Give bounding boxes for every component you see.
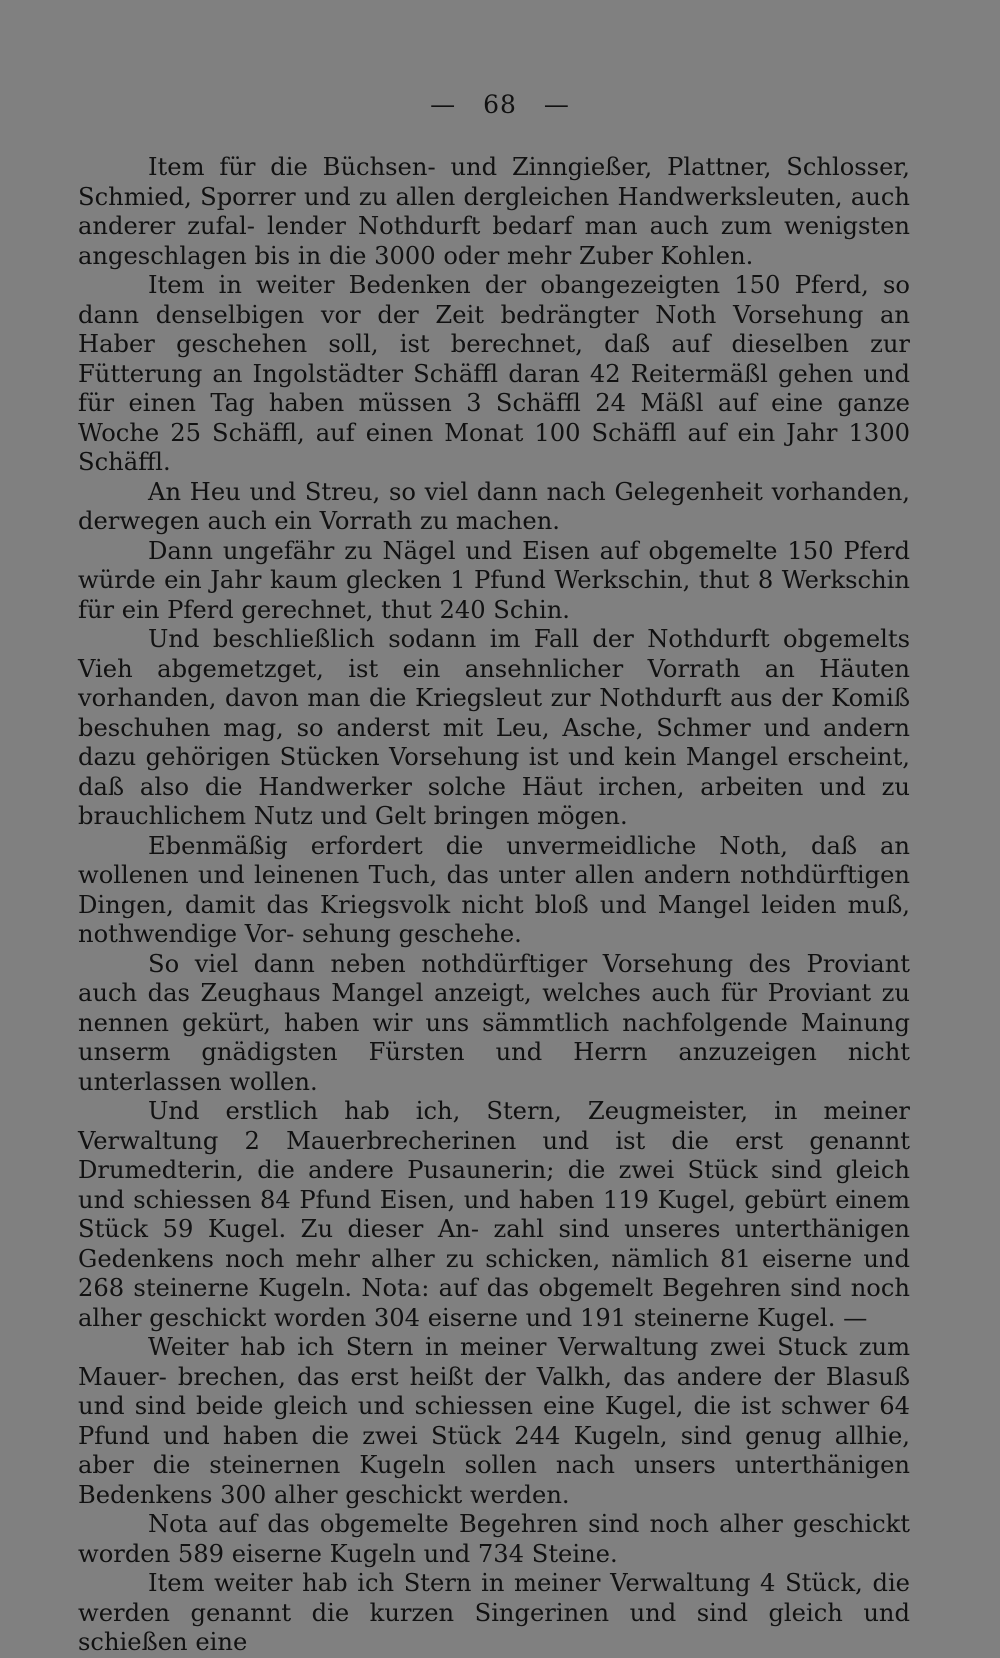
dash-right: — [543,90,570,119]
paragraph-5: Und beschließlich sodann im Fall der Nothdurft obgemelts Vieh abgemetzget, ist ein ansehnlicher Vorrath an Häuten vorhanden, davon man die Kriegsleut zur Nothdurft aus der Komiß beschuhen mag, so anderst mit Leu, Asche, Schmer und andern dazu gehörigen Stücken Vorsehung ist und kein Mangel erscheint, daß also die Handwerker solche Häut irchen, arbeiten und zu brauchlichem Nutz und Gelt bringen mögen. [78,625,910,830]
paragraph-7: So viel dann neben nothdürftiger Vorsehung des Proviant auch das Zeughaus Mangel anzeigt, welches auch für Proviant zu nennen gekürt, haben wir uns sämmtlich nachfolgende Mainung unserm gnädigsten Fürsten und Herrn anzuzeigen nicht unterlassen wollen. [78,949,910,1096]
page-number: 68 [483,90,517,119]
paragraph-1: Item für die Büchsen- und Zinngießer, Plattner, Schlosser, Schmied, Sporrer und zu allen dergleichen Handwerksleuten, auch anderer zufal- lender Nothdurft bedarf man auch zum wenigsten angeschlagen bis in die 3000 oder mehr Zuber Kohlen. [78,153,910,270]
dash-left: — [430,90,457,119]
paragraph-6: Ebenmäßig erfordert die unvermeidliche Noth, daß an wollenen und leinenen Tuch, das unter allen andern nothdürftigen Dingen, damit das Kriegsvolk nicht bloß und Mangel leiden muß, nothwendige Vor- sehung geschehe. [78,831,910,948]
paragraph-11: Item weiter hab ich Stern in meiner Verwaltung 4 Stück, die werden genannt die kurzen Singerinen und sind gleich und schießen eine [78,1569,910,1656]
page-number-header [0,90,1000,120]
body-text [78,153,910,1658]
paragraph-2: Item in weiter Bedenken der obangezeigten 150 Pferd, so dann denselbigen vor der Zeit bedrängter Noth Vorsehung an Haber geschehen soll, ist berechnet, daß auf dieselben zur Fütterung an Ingolstädter Schäffl daran 42 Reitermäßl gehen und für einen Tag haben müssen 3 Schäffl 24 Mäßl auf eine ganze Woche 25 Schäffl, auf einen Monat 100 Schäffl auf ein Jahr 1300 Schäffl. [78,271,910,476]
paragraph-8: Und erstlich hab ich, Stern, Zeugmeister, in meiner Verwaltung 2 Mauerbrecherinen und ist die erst genannt Drumedterin, die andere Pusaunerin; die zwei Stück sind gleich und schiessen 84 Pfund Eisen, und haben 119 Kugel, gebürt einem Stück 59 Kugel. Zu dieser An- zahl sind unseres unterthänigen Gedenkens noch mehr alher zu schicken, nämlich 81 eiserne und 268 steinerne Kugeln. Nota: auf das obgemelt Begehren sind noch alher geschickt worden 304 eiserne und 191 steinerne Kugel. — [78,1097,910,1332]
paragraph-10: Nota auf das obgemelte Begehren sind noch alher geschickt worden 589 eiserne Kugeln und 734 Steine. [78,1510,910,1568]
paragraph-4: Dann ungefähr zu Nägel und Eisen auf obgemelte 150 Pferd würde ein Jahr kaum glecken 1 Pfund Werkschin, thut 8 Werkschin für ein Pferd gerechnet, thut 240 Schin. [78,536,910,624]
paragraph-9: Weiter hab ich Stern in meiner Verwaltung zwei Stuck zum Mauer- brechen, das erst heißt der Valkh, das andere der Blasuß und sind beide gleich und schiessen eine Kugel, die ist schwer 64 Pfund und haben die zwei Stück 244 Kugeln, sind genug allhie, aber die steinernen Kugeln sollen nach unsers unterthänigen Bedenkens 300 alher geschickt werden. [78,1333,910,1509]
paragraph-3: An Heu und Streu, so viel dann nach Gelegenheit vorhanden, derwegen auch ein Vorrath zu machen. [78,477,910,535]
